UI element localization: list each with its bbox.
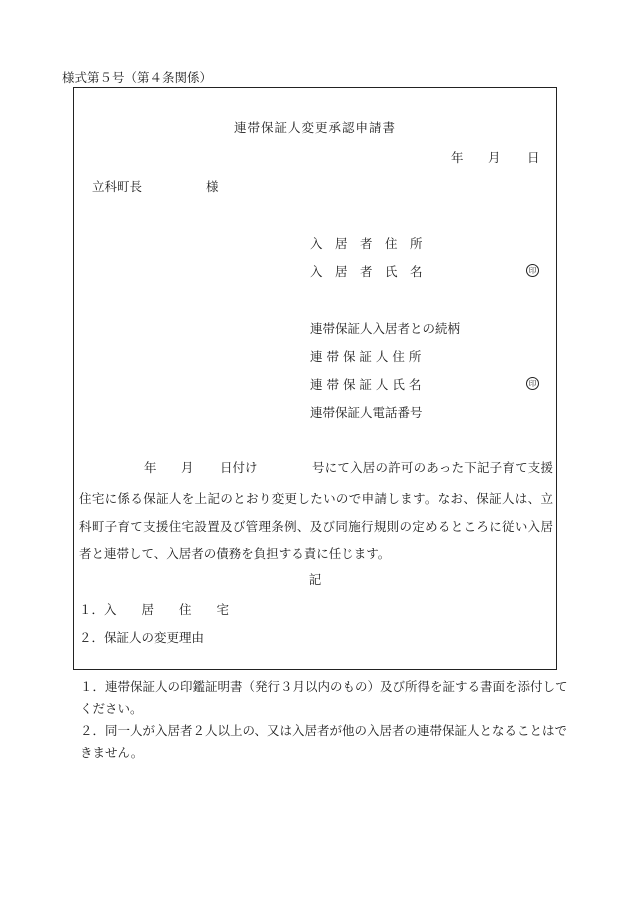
date-day-label: 日 — [527, 150, 540, 165]
addressee-honorific: 様 — [206, 179, 219, 194]
note-2: ２．同一人が入居者２人以上の、又は入居者が他の入居者の連帯保証人となることはで きません。 — [80, 723, 580, 760]
form-number-label: 様式第５号（第４条関係） — [62, 70, 213, 85]
item-change-reason: ２．保証人の変更理由 — [79, 630, 205, 645]
body-year-label: 年 — [144, 460, 157, 475]
date-year-label: 年 — [451, 150, 464, 165]
note-1: １．連帯保証人の印鑑証明書（発行３月以内のもの）及び所得を証する書面を添付して ください。 — [80, 679, 581, 716]
body-month-label: 月 — [181, 460, 194, 475]
body-paragraph — [79, 485, 553, 568]
ki-heading: 記 — [308, 572, 322, 587]
date-month-label: 月 — [488, 150, 501, 165]
applicant-address-label: 入 居 者 住 所 — [310, 236, 423, 251]
guarantor-phone-label: 連帯保証人電話番号 — [310, 405, 423, 420]
body-line-1: 号にて入居の許可のあった下記子育て支援 — [312, 460, 553, 475]
guarantor-address-label: 連 帯 保 証 人 住 所 — [310, 349, 422, 364]
body-line-4: 者と連帯して、入居者の債務を負担する責に任じます。 — [79, 546, 391, 561]
addressee-name: 立科町長 — [92, 179, 143, 194]
body-line-3: 科町子育て支援住宅設置及び管理条例、及び同施行規則の定めるところに従い入居 — [79, 518, 553, 534]
applicant-seal-icon: 印 — [526, 264, 539, 277]
guarantor-seal-icon: 印 — [526, 377, 539, 390]
guarantor-relation-label: 連帯保証人入居者との続柄 — [310, 321, 461, 336]
item-residence: １．入 居 住 宅 — [79, 602, 230, 617]
document-title: 連帯保証人変更承認申請書 — [233, 120, 396, 135]
applicant-name-label: 入 居 者 氏 名 — [310, 264, 423, 279]
body-date-suffix: 日付け — [220, 460, 258, 475]
guarantor-name-label: 連 帯 保 証 人 氏 名 — [310, 377, 422, 392]
body-line-2: 住宅に係る保証人を上記のとおり変更したいので申請します。なお、保証人は、立 — [79, 491, 553, 506]
